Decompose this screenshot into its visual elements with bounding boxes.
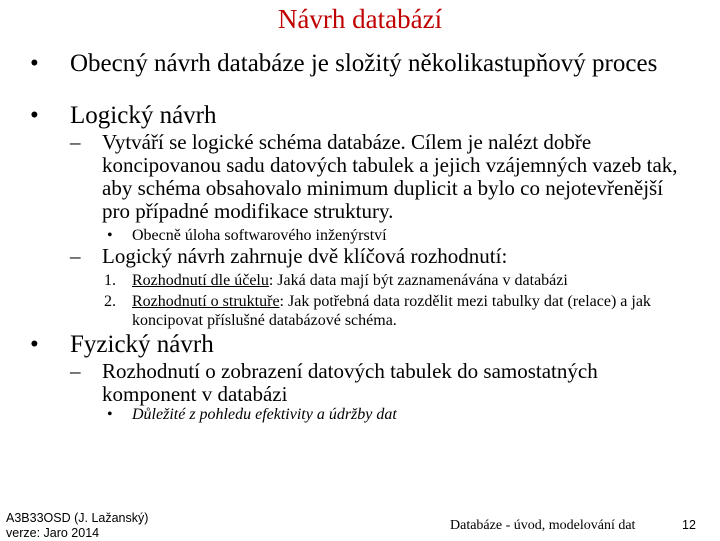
- sub-dve-rozhodnuti: Logický návrh zahrnuje dvě klíčová rozhodnutí:: [102, 244, 508, 268]
- list-number: 1.: [104, 272, 116, 289]
- bullet-marker: •: [107, 406, 113, 423]
- subsub-efektivita-udrzba: Důležité z pohledu efektivity a údržby dat: [132, 406, 397, 423]
- bullet-marker: •: [30, 50, 39, 77]
- bullet-marker: •: [107, 227, 113, 244]
- list-number: 2.: [104, 293, 116, 310]
- dash-marker: –: [70, 130, 81, 154]
- dash-marker: –: [70, 244, 81, 268]
- bullet-fyzicky-navrh: Fyzický návrh: [70, 331, 214, 358]
- bullet-obecny-navrh: Obecný návrh databáze je složitý několikastupňový proces: [70, 50, 658, 77]
- bullet-marker: •: [30, 102, 39, 129]
- bullet-logicky-navrh: Logický návrh: [70, 102, 217, 129]
- list-item-term: Rozhodnutí o struktuře: [132, 293, 280, 310]
- dash-marker: –: [70, 359, 81, 383]
- footer-topic: Databáze - úvod, modelování dat: [450, 518, 636, 533]
- subsub-softwarove-inzenyrstvi: Obecně úloha softwarového inženýrství: [132, 227, 387, 244]
- sub-logicke-schema: Vytváří se logické schéma databáze. Cílem je nalézt dobře koncipovanou sadu datových tabulek a jejich vzájemných vazeb tak, aby schéma obsahovalo minimum duplicit a bylo co nejotevřenější pro případné modifikace struktury.: [102, 130, 678, 223]
- list-item-rozhodnuti-struktura: [132, 292, 677, 330]
- list-item-text: : Jak potřebná data rozdělit mezi tabulky dat (relace) a jak koncipovat příslušné databázové schéma.: [132, 293, 651, 329]
- bullet-marker: •: [30, 331, 39, 358]
- footer-course: A3B33OSD (J. Lažanský): [6, 511, 149, 525]
- list-item-rozhodnuti-ucel: [132, 271, 692, 290]
- sub-zobrazeni-tabulek: Rozhodnutí o zobrazení datových tabulek do samostatných komponent v databázi: [102, 359, 598, 406]
- page-title: Návrh databází: [277, 4, 443, 34]
- page-number: 12: [682, 518, 696, 532]
- list-item-text: : Jaká data mají být zaznamenávána v databázi: [268, 272, 568, 289]
- footer-term: verze: Jaro 2014: [6, 526, 100, 540]
- list-item-term: Rozhodnutí dle účelu: [132, 272, 269, 289]
